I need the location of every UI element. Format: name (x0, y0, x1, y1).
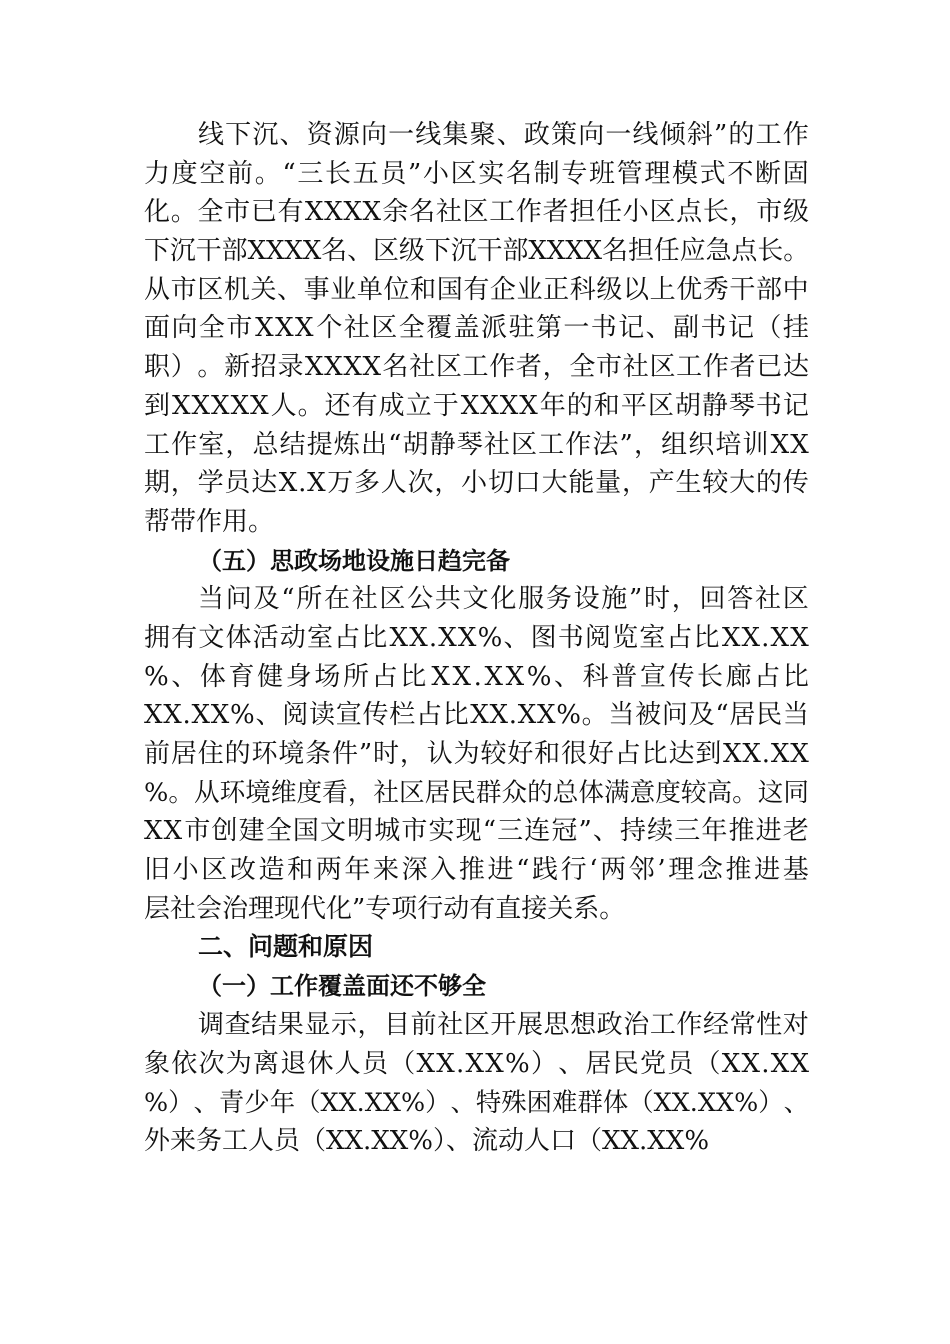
paragraph-line: % 、 体 育 健 身 场 所 占 比 X X . X X % 、 科 普 宣 传 长 廊 占 比 (144, 661, 809, 692)
paragraph-line: 帮带作用。 (144, 506, 275, 537)
document-body (144, 116, 809, 1161)
paragraph-line: 力 度 空 前 。 “ 三 长 五 员 ” 小 区 实 名 制 专 班 管 理 模 式 不 断 固 (144, 158, 809, 189)
paragraph-line: 从 市 区 机 关 、 事 业 单 位 和 国 有 企 业 正 科 级 以 上 优 秀 干 部 中 (144, 274, 809, 305)
paragraph-line: 当 问 及 “ 所 在 社 区 公 共 文 化 服 务 设 施 ” 时 ， 回 答 社 区 (198, 584, 809, 615)
paragraph-line: 外来务工人员（XX.XX%）、流动人口（XX.XX% (144, 1125, 710, 1156)
paragraph-line: 职 ） 。 新 招 录 X X X X 名 社 区 工 作 者 ， 全 市 社 区 工 作 者 已 达 (144, 352, 809, 383)
paragraph-line: 化 。 全 市 已 有 X X X X 余 名 社 区 工 作 者 担 任 小 区 点 长 ， 市 级 (144, 197, 809, 228)
paragraph-line: 工 作 室 ， 总 结 提 炼 出 “ 胡 静 琴 社 区 工 作 法 ” ， 组 织 培 训 X X (144, 429, 809, 460)
paragraph-line: X X 市 创 建 全 国 文 明 城 市 实 现 “ 三 连 冠 ” 、 持 续 三 年 推 进 老 (144, 816, 809, 847)
paragraph-line: 前 居 住 的 环 境 条 件 ” 时 ， 认 为 较 好 和 很 好 占 比 达 到 X X . X X (144, 739, 809, 769)
paragraph-line: 面 向 全 市 X X X 个 社 区 全 覆 盖 派 驻 第 一 书 记 、 副 书 记 （ 挂 (144, 313, 809, 344)
paragraph-line: % ） 、 青 少 年 （ X X . X X % ） 、 特 殊 困 难 群 体 （ X X . X X % ） 、 (144, 1087, 809, 1118)
paragraph-line: 线 下 沉 、 资 源 向 一 线 集 聚 、 政 策 向 一 线 倾 斜 ” 的 工 作 (198, 120, 809, 150)
section-heading: 二、问题和原因 (198, 932, 374, 962)
paragraph-line: 层社会治理现代化”专项行动有直接关系。 (144, 893, 626, 924)
section-subheading: （一）工作覆盖面还不够全 (198, 971, 486, 1001)
paragraph-line: 下 沉 干 部 X X X X 名 、 区 级 下 沉 干 部 X X X X 名 担 任 应 急 点 长 。 (144, 236, 810, 267)
paragraph-line: 调 查 结 果 显 示 ， 目 前 社 区 开 展 思 想 政 治 工 作 经 常 性 对 (198, 1009, 809, 1040)
section-subheading: （五）思政场地设施日趋完备 (198, 545, 510, 575)
paragraph-line: 期 ， 学 员 达 X . X 万 多 人 次 ， 小 切 口 大 能 量 ， 产 生 较 大 的 传 (144, 468, 809, 499)
paragraph-line: 拥 有 文 体 活 动 室 占 比 X X . X X % 、 图 书 阅 览 室 占 比 X X . X X (144, 622, 809, 653)
paragraph-line: % 。 从 环 境 维 度 看 ， 社 区 居 民 群 众 的 总 体 满 意 度 较 高 。 这 同 (144, 777, 809, 808)
paragraph-line: 象 依 次 为 离 退 休 人 员 （ X X . X X % ） 、 居 民 党 员 （ X X . X X (144, 1048, 809, 1079)
paragraph-line: X X . X X % 、 阅 读 宣 传 栏 占 比 X X . X X % 。 当 被 问 及 “ 居 民 当 (144, 700, 809, 731)
paragraph-line: 到 X X X X X 人 。 还 有 成 立 于 X X X X 年 的 和 平 区 胡 静 琴 书 记 (144, 390, 809, 421)
paragraph-line: 旧 小 区 改 造 和 两 年 来 深 入 推 进 “ 践 行 ‘ 两 邻 ’ 理 念 推 进 基 (144, 855, 809, 886)
